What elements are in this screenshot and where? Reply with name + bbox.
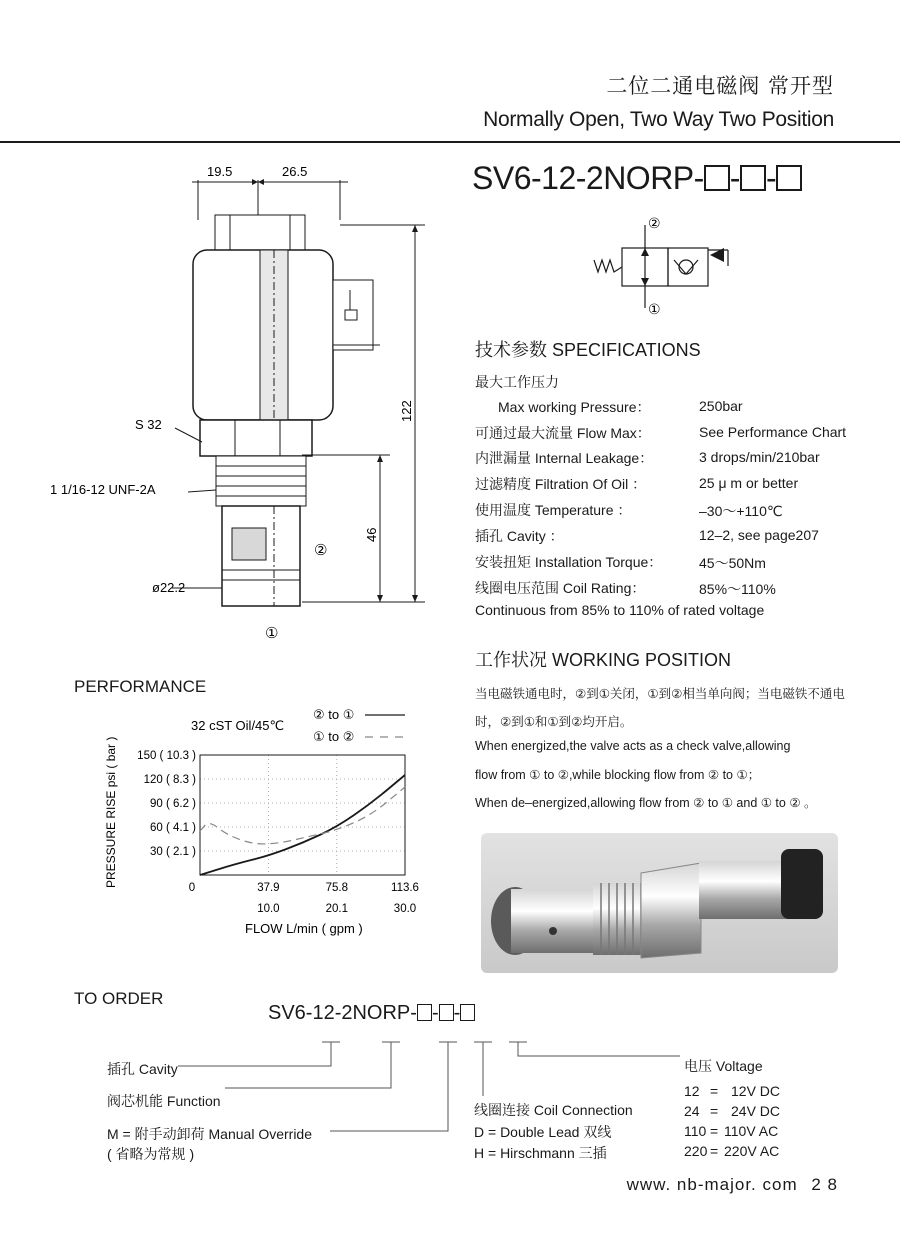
- footer-url[interactable]: www. nb-major. com: [626, 1175, 798, 1194]
- performance-title: PERFORMANCE: [74, 677, 207, 696]
- title-chinese: 二位二通电磁阀 常开型: [606, 74, 834, 98]
- series-line: [200, 787, 405, 844]
- x-tick-label-lmin: 113.6: [391, 882, 419, 894]
- label-diameter: ø22.2: [152, 580, 186, 595]
- series-line: [200, 775, 405, 875]
- chart-oil-label: 32 cST Oil/45℃: [191, 718, 285, 733]
- voltage-value: 24V DC: [731, 1103, 781, 1119]
- label-hex: S 32: [135, 417, 162, 432]
- x-tick-label-lmin: 0: [188, 882, 196, 894]
- order-coil-connection-title: 线圈连接 Coil Connection: [474, 1102, 633, 1118]
- drawing-port-1: ①: [265, 625, 279, 642]
- label-thread: 1 1/16-12 UNF-2A: [50, 482, 156, 497]
- specifications-title: 技术参数 SPECIFICATIONS: [475, 340, 701, 360]
- option-box: [776, 165, 802, 191]
- chart-y-ticks: [137, 750, 196, 858]
- order-coil-hirschmann: H = Hirschmann 三插: [474, 1145, 607, 1161]
- working-position-line: When energized,the valve acts as a check valve,allowing: [475, 739, 791, 753]
- dim-height: 122: [399, 400, 414, 422]
- symbol-port-1: ①: [648, 301, 661, 317]
- order-cavity-label: 插孔 Cavity: [107, 1061, 178, 1077]
- chart-grid: [200, 755, 405, 875]
- voltage-eq: =: [710, 1103, 719, 1119]
- voltage-value: 110V AC: [724, 1123, 779, 1139]
- performance-chart: [95, 700, 440, 940]
- spec-value: 25 μ m or better: [699, 475, 799, 491]
- chart-x-ticks: [189, 882, 419, 915]
- chart-y-axis-label: PRESSURE RISE psi ( bar ): [104, 736, 118, 888]
- y-tick-label: 120 ( 8.3 ): [143, 774, 196, 786]
- y-tick-label: 150 ( 10.3 ): [137, 750, 196, 762]
- voltage-code: 24: [684, 1103, 700, 1119]
- footer: [627, 1175, 838, 1195]
- y-tick-label: 60 ( 4.1 ): [149, 822, 196, 834]
- x-tick-label-lmin: 75.8: [325, 882, 348, 894]
- spec-label: 使用温度 Temperature ：: [475, 502, 632, 518]
- model-prefix: SV6-12-2NORP-: [472, 160, 704, 196]
- spec-value: 3 drops/min/210bar: [699, 449, 820, 465]
- valve-cross-section-drawing: [40, 150, 460, 660]
- drawing-port-2: ②: [314, 542, 328, 559]
- order-option-box: [417, 1004, 432, 1021]
- legend-label: ① to ②: [313, 729, 355, 744]
- voltage-code: 220: [684, 1143, 708, 1159]
- x-tick-label-gpm: 30.0: [393, 903, 417, 915]
- voltage-eq: =: [710, 1143, 719, 1159]
- voltage-value: 12V DC: [731, 1083, 781, 1099]
- spec-value: 85%～110%: [699, 581, 776, 597]
- order-model-number: [268, 1002, 475, 1025]
- dim-lower: 46: [364, 527, 379, 542]
- y-tick-label: 90 ( 6.2 ): [149, 798, 196, 810]
- spec-label: 可通过最大流量 Flow Max：: [475, 425, 651, 441]
- order-option-box: [439, 1004, 454, 1021]
- x-tick-label-gpm: 20.1: [325, 903, 348, 915]
- x-tick-label-gpm: 10.0: [257, 903, 280, 915]
- spec-label: 插孔 Cavity ：: [475, 528, 564, 544]
- model-number: [472, 160, 802, 197]
- spec-label: 内泄漏量 Internal Leakage：: [475, 450, 654, 466]
- dim-top-right: 26.5: [282, 164, 308, 179]
- spec-value: See Performance Chart: [699, 424, 847, 440]
- voltage-eq: =: [710, 1083, 719, 1099]
- spec-value: –30～+110℃: [699, 503, 783, 519]
- dim-top-left: 19.5: [207, 164, 233, 179]
- option-box: [740, 165, 766, 191]
- hydraulic-symbol: [588, 210, 738, 322]
- order-voltage-title: 电压 Voltage: [684, 1058, 763, 1074]
- voltage-code: 12: [684, 1083, 700, 1099]
- working-position-line: 当电磁铁通电时，②到①关闭，①到②相当单向阀；当电磁铁不通电: [475, 687, 845, 701]
- to-order-title: TO ORDER: [74, 989, 164, 1008]
- chart-series: [200, 775, 405, 875]
- spec-label: 过滤精度 Filtration Of Oil ：: [475, 476, 647, 492]
- y-tick-label: 30 ( 2.1 ): [149, 846, 196, 858]
- model-sep: -: [765, 160, 777, 196]
- voltage-value: 220V AC: [724, 1143, 780, 1159]
- order-manual-override-note: ( 省略为常规 ): [107, 1146, 195, 1162]
- option-box: [704, 165, 730, 191]
- header-rule: [0, 141, 900, 143]
- spec-note: Continuous from 85% to 110% of rated voltage: [475, 602, 765, 618]
- working-position-title: 工作状况 WORKING POSITION: [475, 650, 732, 670]
- model-sep: -: [729, 160, 740, 196]
- spec-value: 250bar: [699, 398, 743, 414]
- working-position-line: When de–energized,allowing flow from ② to ① and ① to ② 。: [475, 796, 817, 810]
- page-number: 2 8: [811, 1175, 838, 1194]
- spec-label: 线圈电压范围 Coil Rating：: [475, 580, 646, 596]
- order-function-label: 阀芯机能 Function: [107, 1093, 221, 1109]
- legend-label: ② to ①: [313, 707, 355, 722]
- spec-value: 45～50Nm: [699, 555, 766, 571]
- chart-x-axis-label: FLOW L/min ( gpm ): [245, 921, 363, 936]
- voltage-eq: =: [710, 1123, 719, 1139]
- order-model-sep: -: [431, 1002, 439, 1024]
- spec-value: 12–2, see page207: [699, 527, 819, 543]
- voltage-code: 110: [684, 1123, 707, 1139]
- order-coil-double-lead: D = Double Lead 双线: [474, 1124, 612, 1140]
- working-position-line: flow from ① to ②,while blocking flow from ② to ①；: [475, 768, 761, 782]
- order-model-sep: -: [453, 1002, 461, 1024]
- working-position-line: 时，②到①和①到②均开启。: [475, 715, 633, 729]
- symbol-port-2: ②: [648, 215, 661, 231]
- spec-label: 安装扭矩 Installation Torque：: [475, 554, 663, 570]
- spec-label: Max working Pressure：: [498, 399, 651, 415]
- spec-label: 最大工作压力: [475, 374, 559, 390]
- title-english: Normally Open, Two Way Two Position: [483, 108, 834, 131]
- order-manual-override: M = 附手动卸荷 Manual Override: [107, 1126, 312, 1142]
- chart-legend: [313, 707, 405, 744]
- product-photo: [481, 833, 838, 973]
- x-tick-label-lmin: 37.9: [257, 882, 280, 894]
- order-model-prefix: SV6-12-2NORP-: [268, 1002, 417, 1024]
- chart-plot-frame: [200, 755, 405, 875]
- order-option-box: [460, 1004, 475, 1021]
